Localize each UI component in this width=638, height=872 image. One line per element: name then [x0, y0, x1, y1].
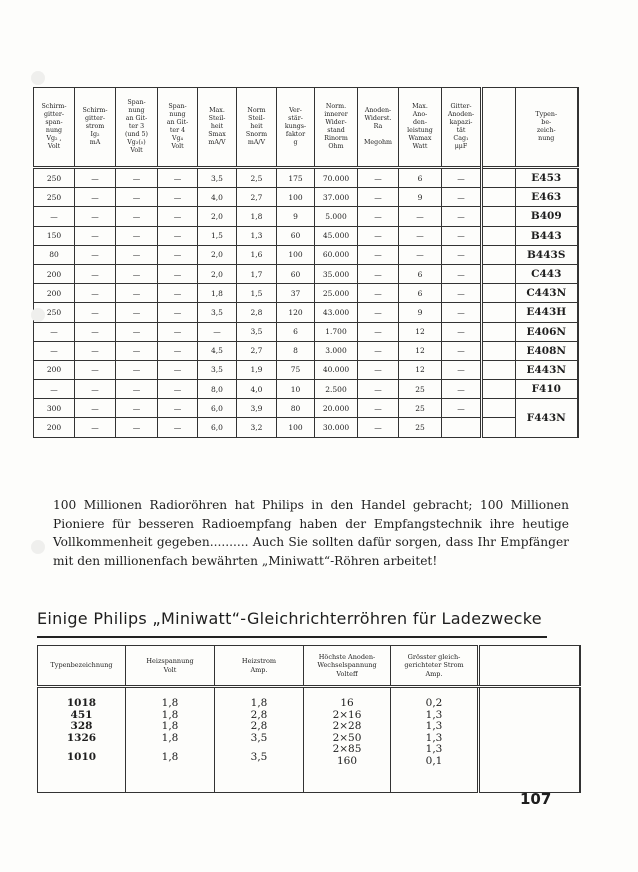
- t2-wechselspannung: 2×50: [332, 731, 362, 744]
- t2-heizstrom: 3,5: [250, 731, 268, 744]
- t1-cell: 3,2: [237, 418, 277, 437]
- t2-heizspannung: 1,8: [161, 720, 179, 733]
- table-row: [34, 264, 578, 283]
- t1-cell: 1.700: [315, 322, 358, 341]
- t1-cell: —: [442, 284, 482, 303]
- t1-cell: 80: [34, 245, 75, 264]
- t1-cell: —: [442, 360, 482, 379]
- t1-cell: 25: [399, 380, 442, 399]
- t1-cell: —: [442, 207, 482, 226]
- table-row: [34, 303, 578, 322]
- t1-cell: —: [75, 226, 116, 245]
- t1-cell: 10: [277, 380, 315, 399]
- t1-cell: 2,0: [198, 207, 237, 226]
- t1-cell: —: [116, 245, 158, 264]
- t1-cell: [482, 380, 516, 399]
- t1-cell: 250: [34, 168, 75, 188]
- t1-cell: —: [399, 226, 442, 245]
- t1-cell: [482, 418, 516, 437]
- t1-cell: 12: [399, 341, 442, 360]
- table-row: [34, 226, 578, 245]
- t1-type-cell: B409: [516, 207, 578, 226]
- table-row: [34, 380, 578, 399]
- t2-type: 328: [70, 720, 93, 733]
- t1-cell: —: [358, 207, 399, 226]
- t1-cell: 45.000: [315, 226, 358, 245]
- t1-cell: —: [75, 341, 116, 360]
- t1-cell: 30.000: [315, 418, 358, 437]
- table-row: [34, 245, 578, 264]
- t1-cell: 1,7: [237, 264, 277, 283]
- t1-type-cell: E406N: [516, 322, 578, 341]
- t1-cell: —: [158, 303, 198, 322]
- t1-header-cell: Norm Steil- heit Snorm mA/V: [237, 88, 277, 168]
- t1-cell: —: [34, 380, 75, 399]
- t1-cell: —: [75, 360, 116, 379]
- t1-cell: 2,5: [237, 168, 277, 188]
- t1-type-cell: B443: [516, 226, 578, 245]
- t1-cell: 1,9: [237, 360, 277, 379]
- t1-cell: 4,0: [237, 380, 277, 399]
- t2-header-heizstrom: Heizstrom Amp.: [215, 646, 304, 687]
- t1-type-cell: B443S: [516, 245, 578, 264]
- t1-cell: —: [34, 322, 75, 341]
- t1-cell: 2.500: [315, 380, 358, 399]
- t1-cell: 12: [399, 322, 442, 341]
- t1-cell: —: [158, 380, 198, 399]
- t1-cell: 3,5: [198, 303, 237, 322]
- t1-cell: —: [75, 264, 116, 283]
- t1-cell: 37: [277, 284, 315, 303]
- t1-cell: —: [358, 341, 399, 360]
- t1-cell: —: [116, 207, 158, 226]
- t1-cell: —: [442, 226, 482, 245]
- t1-cell: —: [116, 264, 158, 283]
- t2-col-types: [38, 687, 126, 793]
- punch-hole-mark: [31, 540, 45, 554]
- t1-cell: 2,0: [198, 245, 237, 264]
- t1-cell: —: [75, 245, 116, 264]
- t2-strom: 1,3: [425, 708, 443, 721]
- t1-cell: —: [158, 264, 198, 283]
- t1-cell: —: [442, 322, 482, 341]
- rectifier-table: [37, 645, 581, 793]
- t1-cell: —: [158, 226, 198, 245]
- t2-col-wechselspannung: [304, 687, 391, 793]
- t1-cell: —: [116, 360, 158, 379]
- t1-cell: —: [358, 399, 399, 418]
- t1-cell: —: [116, 380, 158, 399]
- t1-cell: 6: [399, 284, 442, 303]
- t1-header-cell: Schirm- gitter- span- nung Vg₂ , Volt: [34, 88, 75, 168]
- t1-cell: —: [116, 399, 158, 418]
- t2-type: 1010: [66, 751, 97, 764]
- t1-cell: —: [116, 284, 158, 303]
- t1-cell: 6: [277, 322, 315, 341]
- t1-cell: 25: [399, 399, 442, 418]
- t1-cell: —: [442, 245, 482, 264]
- t1-cell: —: [442, 380, 482, 399]
- t2-strom: 0,1: [425, 754, 443, 767]
- t1-cell: 8: [277, 341, 315, 360]
- tube-data-table: [33, 87, 579, 438]
- t1-cell: 3,5: [198, 168, 237, 188]
- t1-cell: [482, 226, 516, 245]
- t2-header-type: Typenbezeichnung: [38, 646, 126, 687]
- t1-cell: —: [75, 322, 116, 341]
- t1-cell: 37.000: [315, 188, 358, 207]
- t1-cell: 3,9: [237, 399, 277, 418]
- t1-cell: —: [75, 399, 116, 418]
- t1-cell: 9: [277, 207, 315, 226]
- t2-type: 1326: [66, 731, 97, 744]
- t1-cell: 40.000: [315, 360, 358, 379]
- t1-cell: —: [358, 380, 399, 399]
- t1-cell: —: [116, 303, 158, 322]
- t1-cell: —: [358, 245, 399, 264]
- t1-cell: 250: [34, 188, 75, 207]
- t1-cell: [482, 360, 516, 379]
- t1-cell: —: [116, 168, 158, 188]
- punch-hole-mark: [31, 308, 45, 322]
- t1-cell: —: [358, 188, 399, 207]
- t2-strom: 1,3: [425, 720, 443, 733]
- t1-cell: 1,6: [237, 245, 277, 264]
- t1-cell: —: [358, 284, 399, 303]
- t1-cell: 1,8: [237, 207, 277, 226]
- t2-heizstrom: 2,8: [250, 720, 268, 733]
- t2-heizspannung: 1,8: [161, 731, 179, 744]
- table-row: [34, 341, 578, 360]
- t2-col-strom: [391, 687, 479, 793]
- t1-cell: —: [75, 207, 116, 226]
- t2-strom: 1,3: [425, 731, 443, 744]
- t1-cell: —: [358, 418, 399, 437]
- t1-header-cell: Max. Ano- den- leistung Wamax Watt: [399, 88, 442, 168]
- t1-cell: 60: [277, 264, 315, 283]
- t1-cell: 200: [34, 284, 75, 303]
- t1-type-cell: F410: [516, 380, 578, 399]
- t1-cell: 175: [277, 168, 315, 188]
- t1-cell: —: [34, 341, 75, 360]
- t1-cell: —: [358, 226, 399, 245]
- t2-header-heizspannung: Heizspannung Volt: [126, 646, 215, 687]
- t1-cell: 1,5: [237, 284, 277, 303]
- t1-header-cell: Ver- stär- kungs- faktor g: [277, 88, 315, 168]
- t1-cell: [482, 188, 516, 207]
- title-rule: [37, 636, 547, 638]
- t1-cell: 1,3: [237, 226, 277, 245]
- page-number: 107: [520, 790, 552, 808]
- t1-cell: 6,0: [198, 418, 237, 437]
- t1-cell: 6: [399, 168, 442, 188]
- t2-header-blank: [479, 646, 580, 687]
- t1-cell: 35.000: [315, 264, 358, 283]
- table-row: [34, 207, 578, 226]
- t2-heizspannung: 1,8: [161, 751, 179, 764]
- t1-cell: 8,0: [198, 380, 237, 399]
- t1-cell: 2,0: [198, 264, 237, 283]
- table-row: [34, 168, 578, 188]
- t1-cell: [482, 284, 516, 303]
- t1-cell: 150: [34, 226, 75, 245]
- t2-wechselspannung: 2×28: [332, 720, 362, 733]
- t1-header-cell: Span- nung an Git- ter 4 Vg₄ Volt: [158, 88, 198, 168]
- t1-cell: 60.000: [315, 245, 358, 264]
- t1-cell: —: [358, 360, 399, 379]
- t1-type-cell: C443N: [516, 284, 578, 303]
- t1-header-cell: Span- nung an Git- ter 3 (und 5) Vg₃(₅) Volt: [116, 88, 158, 168]
- t2-heizspannung: 1,8: [161, 697, 179, 709]
- t2-type: 451: [70, 708, 93, 721]
- t2-wechselspannung: 2×16: [332, 708, 362, 721]
- t1-cell: 6,0: [198, 399, 237, 418]
- t2-heizspannung: 1,8: [161, 708, 179, 721]
- t1-cell: —: [75, 303, 116, 322]
- t1-type-cell: F443N: [516, 399, 578, 437]
- t1-cell: 100: [277, 245, 315, 264]
- t1-cell: —: [442, 399, 482, 418]
- t1-cell: 200: [34, 418, 75, 437]
- t1-cell: —: [442, 188, 482, 207]
- t1-cell: —: [116, 188, 158, 207]
- t1-cell: —: [358, 322, 399, 341]
- t1-cell: 120: [277, 303, 315, 322]
- t1-cell: —: [75, 418, 116, 437]
- t1-header-cell: Max. Steil- heit Smax mA/V: [198, 88, 237, 168]
- t1-type-cell: C443: [516, 264, 578, 283]
- t1-cell: 3,5: [237, 322, 277, 341]
- table-row: [34, 284, 578, 303]
- t1-cell: [482, 322, 516, 341]
- t1-cell: 75: [277, 360, 315, 379]
- t1-cell: 4,0: [198, 188, 237, 207]
- t1-cell: 2,7: [237, 341, 277, 360]
- t1-cell: —: [158, 418, 198, 437]
- t2-strom: 0,2: [425, 697, 443, 709]
- t1-cell: —: [442, 168, 482, 188]
- t1-cell: —: [75, 284, 116, 303]
- t1-cell: 250: [34, 303, 75, 322]
- t1-cell: [482, 264, 516, 283]
- t1-type-cell: E463: [516, 188, 578, 207]
- t1-cell: —: [158, 245, 198, 264]
- t1-cell: 12: [399, 360, 442, 379]
- t1-type-cell: E443H: [516, 303, 578, 322]
- t1-cell: —: [442, 264, 482, 283]
- t1-cell: —: [158, 284, 198, 303]
- t1-header-type: Typen- be- zeich- nung: [516, 88, 578, 168]
- t2-header-strom: Grösster gleich- gerichteter Strom Amp.: [391, 646, 479, 687]
- t1-cell: 20.000: [315, 399, 358, 418]
- t1-cell: 2,7: [237, 188, 277, 207]
- t1-cell: —: [158, 341, 198, 360]
- t1-cell: —: [75, 188, 116, 207]
- t1-cell: —: [116, 418, 158, 437]
- t2-wechselspannung: 2×85: [332, 743, 362, 756]
- t1-cell: —: [198, 322, 237, 341]
- t1-cell: 200: [34, 360, 75, 379]
- t1-cell: 25: [399, 418, 442, 437]
- t1-cell: 25.000: [315, 284, 358, 303]
- t1-cell: —: [75, 168, 116, 188]
- t1-cell: 2,8: [237, 303, 277, 322]
- t1-header-cell: [482, 88, 516, 168]
- t1-cell: —: [34, 207, 75, 226]
- table-row: [34, 322, 578, 341]
- t1-cell: [482, 341, 516, 360]
- t1-cell: —: [158, 399, 198, 418]
- t2-heizstrom: 2,8: [250, 708, 268, 721]
- t1-cell: —: [358, 168, 399, 188]
- t1-cell: 9: [399, 303, 442, 322]
- table-row: [34, 188, 578, 207]
- t1-cell: —: [116, 226, 158, 245]
- t1-cell: —: [116, 322, 158, 341]
- t1-cell: 200: [34, 264, 75, 283]
- t1-type-cell: E443N: [516, 360, 578, 379]
- t1-cell: —: [399, 207, 442, 226]
- t1-cell: [482, 168, 516, 188]
- t1-cell: [482, 207, 516, 226]
- t2-heizstrom: 3,5: [250, 751, 268, 764]
- t1-cell: —: [116, 341, 158, 360]
- t2-strom: 1,3: [425, 743, 443, 756]
- t1-cell: 1,8: [198, 284, 237, 303]
- table-row: [34, 360, 578, 379]
- t1-cell: 6: [399, 264, 442, 283]
- t1-cell: —: [358, 303, 399, 322]
- t1-cell: [442, 418, 482, 437]
- t1-cell: 70.000: [315, 168, 358, 188]
- t2-heizstrom: 1,8: [250, 697, 268, 709]
- t1-header-cell: Schirm- gitter- strom Ig₂ mA: [75, 88, 116, 168]
- t1-type-cell: E453: [516, 168, 578, 188]
- t1-cell: [482, 303, 516, 322]
- t1-cell: —: [158, 360, 198, 379]
- t1-cell: 9: [399, 188, 442, 207]
- t1-cell: 100: [277, 188, 315, 207]
- t2-col-heizstrom: [215, 687, 304, 793]
- t1-cell: —: [158, 322, 198, 341]
- table-row: [34, 418, 578, 437]
- t1-header-cell: Gitter- Anoden- kapazi- tät Cag₁ μμF: [442, 88, 482, 168]
- t1-cell: —: [158, 207, 198, 226]
- t1-cell: —: [399, 245, 442, 264]
- t1-header-cell: Norm. innerer Wider- stand Rinorm Ohm: [315, 88, 358, 168]
- t2-col-blank: [479, 687, 580, 793]
- t1-cell: 3,5: [198, 360, 237, 379]
- t1-cell: [482, 245, 516, 264]
- table-row: [34, 399, 578, 418]
- t1-type-cell: E408N: [516, 341, 578, 360]
- advertisement-paragraph: 100 Millionen Radioröhren hat Philips in den Handel gebracht; 100 Millionen Pioniere für besseren Radioempfang haben der Empfangstechnik ihre heutige Vollkommenheit gegeben.......... Auch Sie sollten dafür sorgen, dass Ihr Empfänger mit den millionenfach bewährten „Miniwatt“-Röhren arbeitet!: [53, 498, 569, 568]
- t2-type: 1018: [66, 697, 97, 709]
- t1-cell: 3.000: [315, 341, 358, 360]
- t1-cell: 80: [277, 399, 315, 418]
- t1-header-cell: Anoden- Widerst. Ra Megohm: [358, 88, 399, 168]
- t1-cell: —: [358, 264, 399, 283]
- t1-cell: [482, 399, 516, 418]
- t1-cell: —: [75, 380, 116, 399]
- t1-cell: 60: [277, 226, 315, 245]
- t2-wechselspannung: 160: [336, 754, 358, 767]
- t1-cell: 1,5: [198, 226, 237, 245]
- punch-hole-mark: [31, 71, 45, 85]
- t1-cell: 100: [277, 418, 315, 437]
- t1-cell: 43.000: [315, 303, 358, 322]
- t1-cell: —: [158, 168, 198, 188]
- t1-cell: —: [158, 188, 198, 207]
- t1-cell: 5.000: [315, 207, 358, 226]
- t2-wechselspannung: 16: [340, 697, 354, 709]
- t2-header-wechselspannung: Höchste Anoden- Wechselspannung Volteff: [304, 646, 391, 687]
- t1-cell: —: [442, 303, 482, 322]
- t1-cell: 300: [34, 399, 75, 418]
- t1-cell: —: [442, 341, 482, 360]
- t2-col-heizspannung: [126, 687, 215, 793]
- t1-cell: 4,5: [198, 341, 237, 360]
- section-title: Einige Philips „Miniwatt“-Gleichrichterröhren für Ladezwecke: [37, 609, 542, 628]
